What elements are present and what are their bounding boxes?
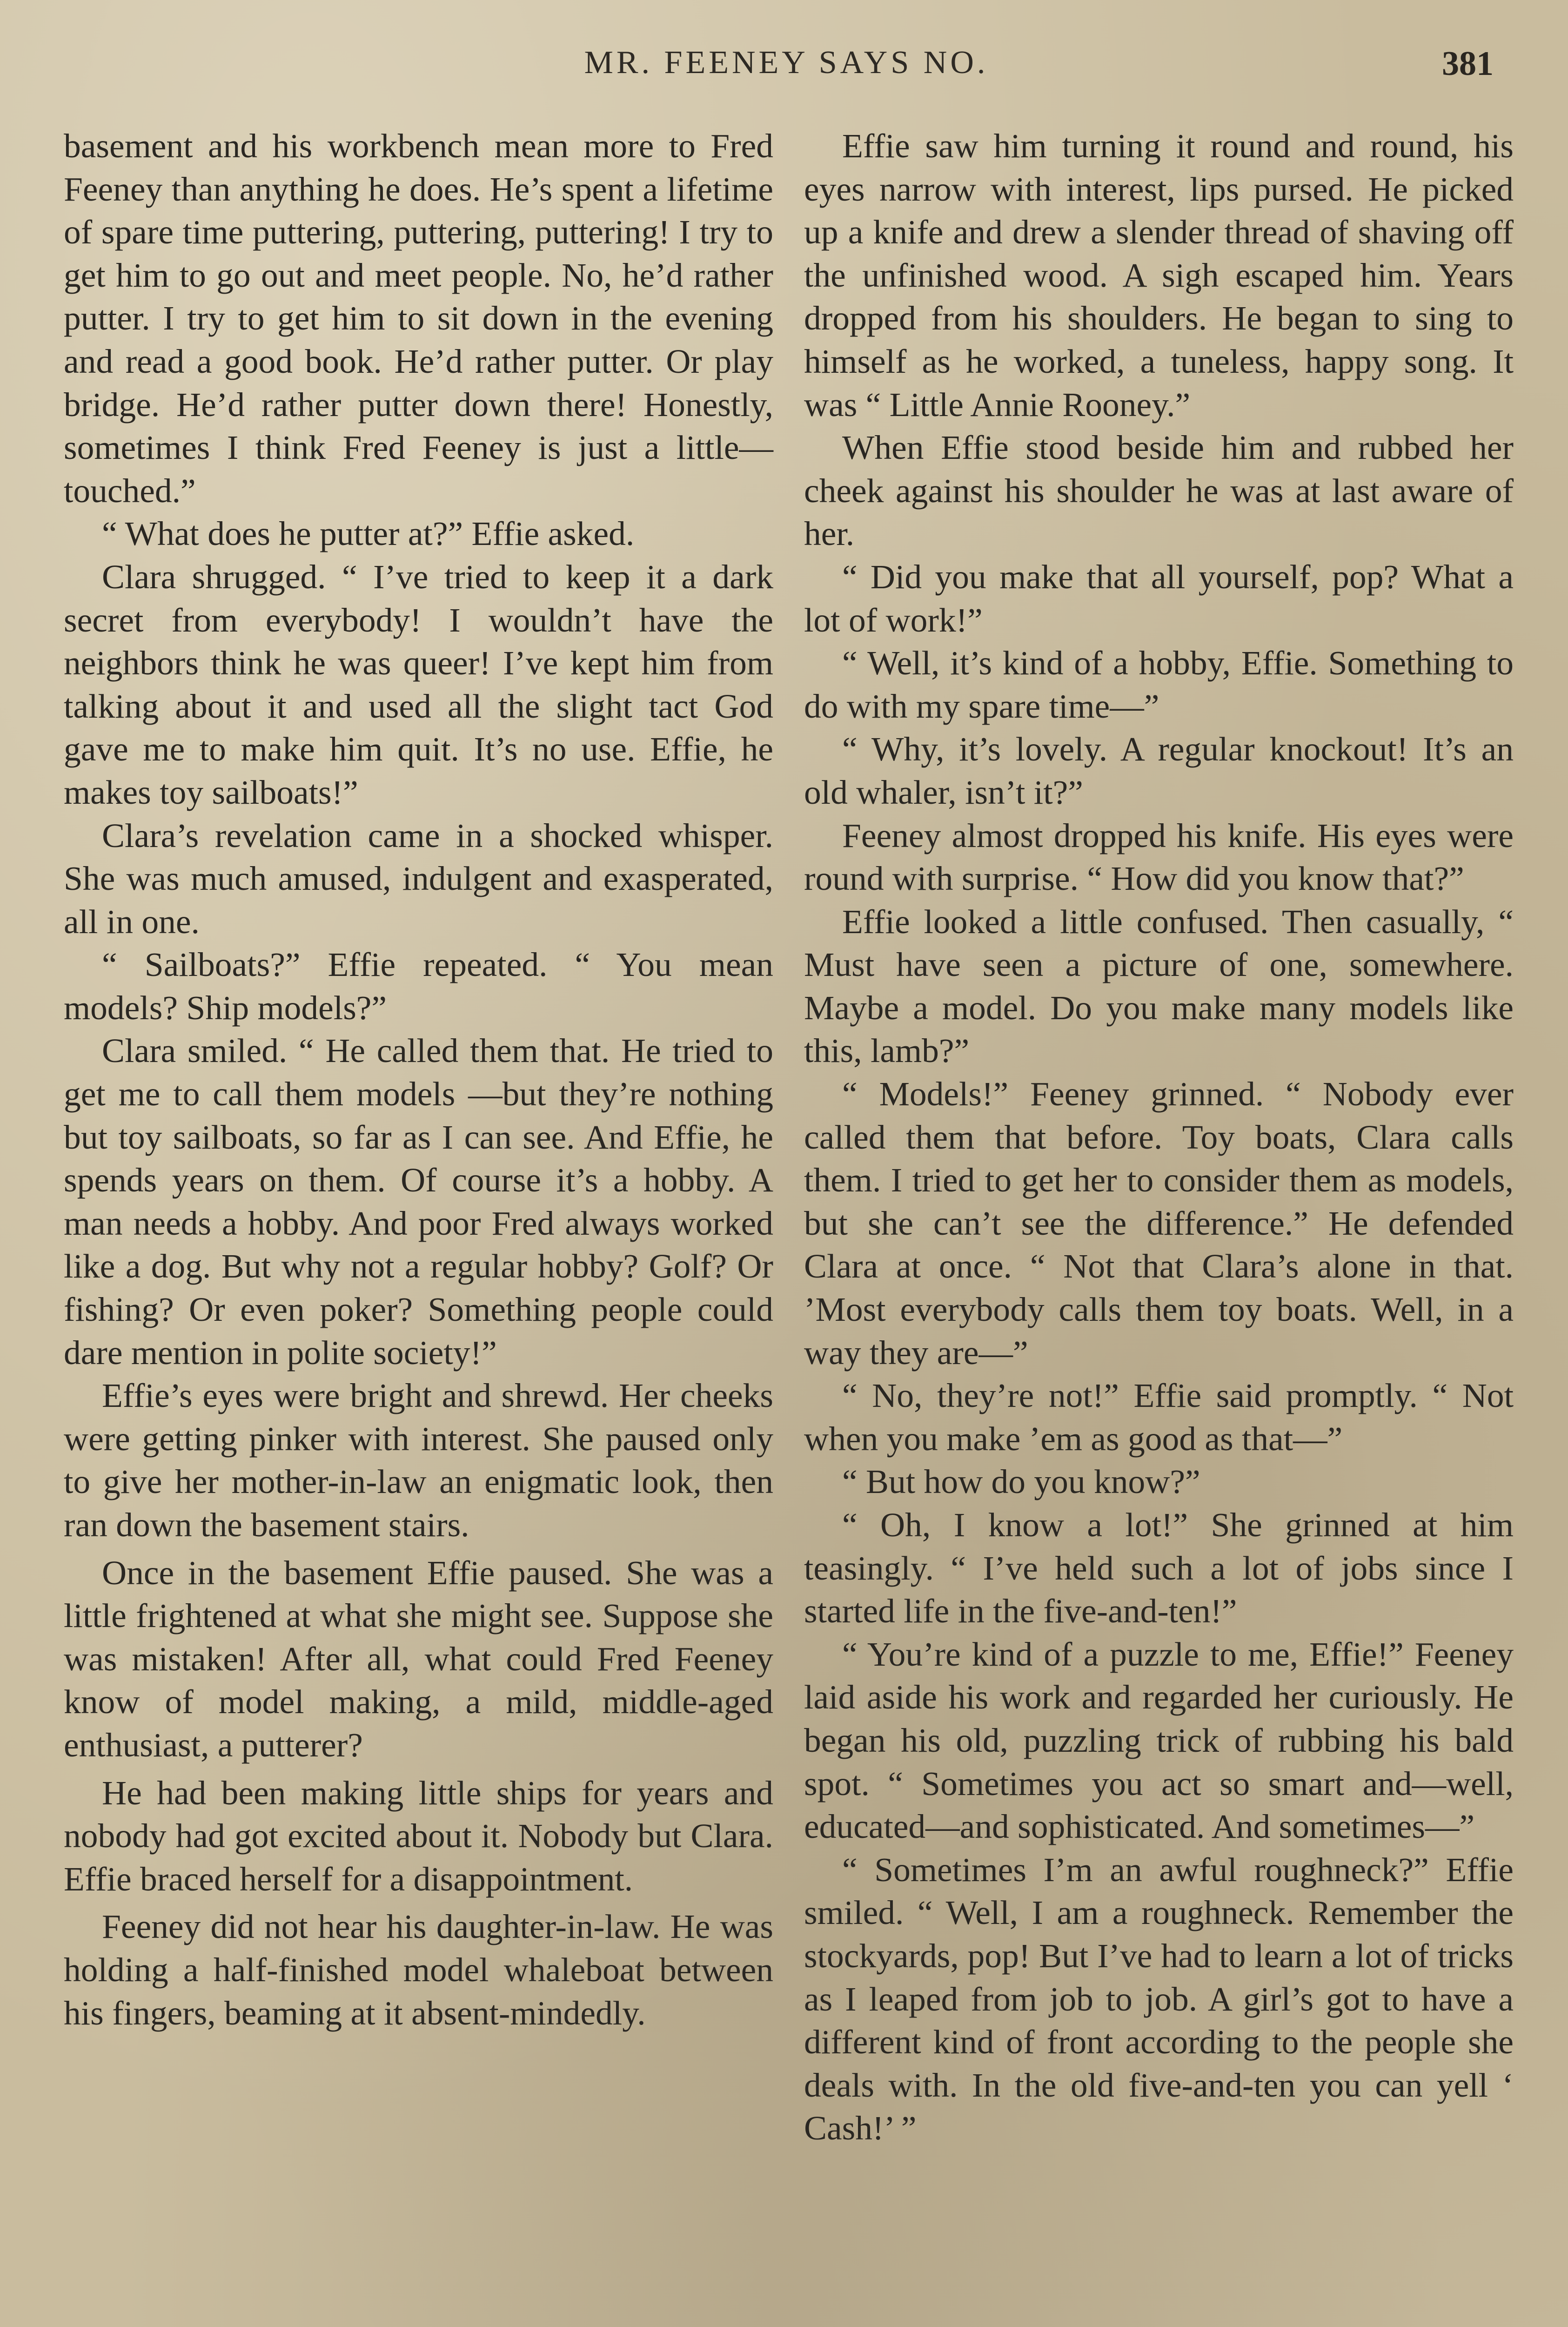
paragraph: “ What does he putter at?” Effie asked.	[102, 515, 635, 553]
paragraph: Once in the basement Effie paused. She was a little frightened at what she might see. Suppose she was mistaken! After all, what could Fred Feeney know of model making, a mild, middle-aged enthusiast, a putterer?	[64, 1554, 773, 1764]
paragraph: basement and his workbench mean more to Fred Feeney than anything he does. He’s spent a lifetime of spare time puttering, puttering, puttering! I try to get him to go out and meet people. No, he’d rather putter. I try to get him to sit down in the evening and read a good book. He’d rather putter. Or play bridge. He’d rather putter down there! Honestly, sometimes I think Fred Feeney is just a little—touched.”	[64, 127, 773, 510]
paragraph: “ Sailboats?” Effie repeated. “ You mean models? Ship models?”	[64, 946, 773, 1027]
paragraph: When Effie stood beside him and rubbed her cheek against his shoulder he was at last aware of her.	[804, 429, 1514, 553]
paragraph: “ Well, it’s kind of a hobby, Effie. Something to do with my spare time—”	[804, 644, 1514, 725]
paragraph: “ Did you make that all yourself, pop? What a lot of work!”	[804, 558, 1514, 639]
paragraph: “ No, they’re not!” Effie said promptly. “ Not when you make ’em as good as that—”	[804, 1377, 1514, 1458]
page-header	[60, 44, 1512, 95]
paragraph: He had been making little ships for years and nobody had got excited about it. Nobody but Clara. Effie braced herself for a disappointment.	[64, 1774, 773, 1898]
paragraph: “ You’re kind of a puzzle to me, Effie!” Feeney laid aside his work and regarded her curiously. He began his old, puzzling trick of rubbing his bald spot. “ Sometimes you act so smart and—well, educated—and sophisticated. And sometimes—”	[804, 1635, 1514, 1846]
paragraph: “ Sometimes I’m an awful roughneck?” Effie smiled. “ Well, I am a roughneck. Remember the stockyards, pop! But I’ve had to learn a lot of tricks as I leaped from job to job. A girl’s got to have a different kind of front according to the people she deals with. In the old five-and-ten you can yell ‘ Cash!’ ”	[804, 1850, 1514, 2147]
paragraph: Clara smiled. “ He called them that. He tried to get me to call them models —but they’re nothing but toy sailboats, so far as I can see. And Effie, he spends years on them. Of course it’s a hobby. A man needs a hobby. And poor Fred always worked like a dog. But why not a regular hobby? Golf? Or fishing? Or even poker? Something people could dare mention in polite society!”	[64, 1032, 773, 1372]
left-column	[64, 125, 773, 2035]
paragraph: “ Models!” Feeney grinned. “ Nobody ever called them that before. Toy boats, Clara calls them. I tried to get her to consider them as models, but she can’t see the difference.” He defended Clara at once. “ Not that Clara’s alone in that. ’Most everybody calls them toy boats. Well, in a way they are—”	[804, 1075, 1514, 1372]
paragraph: Effie’s eyes were bright and shrewd. Her cheeks were getting pinker with interest. She paused only to give her mother-in-law an enigmatic look, then ran down the basement stairs.	[64, 1377, 773, 1544]
page-number: 381	[1442, 45, 1494, 83]
right-column	[804, 125, 1514, 2150]
paragraph: Effie looked a little confused. Then casually, “ Must have seen a picture of one, somewhere. Maybe a model. Do you make many models like this, lamb?”	[804, 902, 1514, 1070]
running-head: MR. FEENEY SAYS NO.	[584, 45, 989, 81]
paragraph: “ Why, it’s lovely. A regular knockout! It’s an old whaler, isn’t it?”	[804, 730, 1514, 811]
paragraph: “ Oh, I know a lot!” She grinned at him teasingly. “ I’ve held such a lot of jobs since I started life in the five-and-ten!”	[804, 1506, 1514, 1630]
paragraph: “ But how do you know?”	[842, 1463, 1200, 1501]
paragraph: Clara shrugged. “ I’ve tried to keep it a dark secret from everybody! I wouldn’t have the neighbors think he was queer! I’ve kept him from talking about it and used all the slight tact God gave me to make him quit. It’s no use. Effie, he makes toy sailboats!”	[64, 558, 773, 811]
paragraph: Effie saw him turning it round and round, his eyes narrow with interest, lips pursed. He picked up a knife and drew a slender thread of shaving off the unfinished wood. A sigh escaped him. Years dropped from his shoulders. He began to sing to himself as he worked, a tuneless, happy song. It was “ Little Annie Rooney.”	[804, 127, 1514, 424]
paragraph: Feeney almost dropped his knife. His eyes were round with surprise. “ How did you know that?”	[804, 816, 1514, 898]
paragraph: Feeney did not hear his daughter-in-law. He was holding a half-finished model whaleboat between his fingers, beaming at it absent-mindedly.	[64, 1908, 773, 2032]
paragraph: Clara’s revelation came in a shocked whisper. She was much amused, indulgent and exasperated, all in one.	[64, 816, 773, 941]
